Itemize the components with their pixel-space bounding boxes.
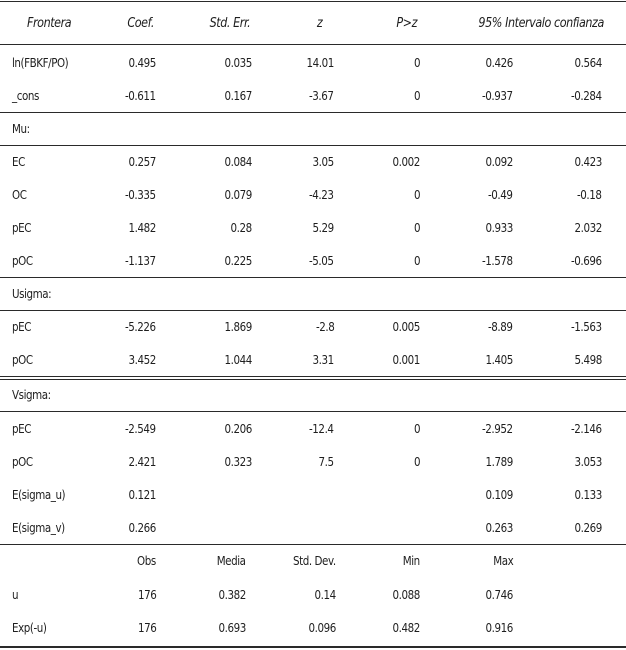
cell-value: 0.933 bbox=[485, 220, 513, 235]
cell-value: 0.002 bbox=[392, 154, 420, 169]
cell-value: Std. Dev. bbox=[293, 553, 336, 568]
table-row bbox=[0, 211, 626, 244]
cell-value: 0.096 bbox=[308, 620, 336, 635]
cell-value: 3.452 bbox=[128, 352, 156, 367]
row-label: Usigma: bbox=[12, 286, 52, 301]
cell-value: 0 bbox=[413, 187, 420, 202]
table-row bbox=[0, 310, 626, 343]
cell-value: 0.133 bbox=[574, 487, 602, 502]
cell-value: 0.426 bbox=[485, 55, 513, 70]
row-rule bbox=[0, 379, 626, 380]
table-row bbox=[0, 412, 626, 445]
table-row bbox=[0, 145, 626, 178]
cell-value: 0.382 bbox=[218, 587, 246, 602]
row-label: ln(FBKF/PO) bbox=[12, 55, 69, 70]
cell-value: 5.29 bbox=[312, 220, 334, 235]
cell-value: -0.18 bbox=[577, 187, 602, 202]
table-row bbox=[0, 244, 626, 277]
table-row bbox=[0, 343, 626, 376]
table-row bbox=[0, 178, 626, 211]
cell-value: 1.482 bbox=[128, 220, 156, 235]
section-row bbox=[0, 277, 626, 310]
table-row bbox=[0, 511, 626, 544]
cell-value: -1.578 bbox=[482, 253, 513, 268]
cell-value: 176 bbox=[137, 620, 156, 635]
cell-value: 0.206 bbox=[224, 421, 252, 436]
header-z: z bbox=[316, 15, 322, 31]
cell-value: 0.225 bbox=[224, 253, 252, 268]
row-label: _cons bbox=[12, 88, 39, 103]
row-rule bbox=[0, 145, 626, 146]
cell-value: 0.746 bbox=[485, 587, 513, 602]
row-label: pEC bbox=[12, 220, 31, 235]
cell-value: 0.495 bbox=[128, 55, 156, 70]
cell-value: 7.5 bbox=[318, 454, 334, 469]
cell-value: -1.563 bbox=[571, 319, 602, 334]
cell-value: 0 bbox=[413, 421, 420, 436]
table-row bbox=[0, 478, 626, 511]
header-frontera: Frontera bbox=[27, 15, 72, 31]
cell-value: -8.89 bbox=[488, 319, 513, 334]
cell-value: 0.266 bbox=[128, 520, 156, 535]
cell-value: 1.405 bbox=[485, 352, 513, 367]
cell-value: 0.482 bbox=[392, 620, 420, 635]
cell-value: 0.079 bbox=[224, 187, 252, 202]
row-label: pEC bbox=[12, 319, 31, 334]
cell-value: 0.121 bbox=[128, 487, 156, 502]
header-std-err: Std. Err. bbox=[209, 15, 250, 31]
cell-value: 1.789 bbox=[485, 454, 513, 469]
row-label: Vsigma: bbox=[12, 387, 51, 402]
cell-value: 0.269 bbox=[574, 520, 602, 535]
cell-value: -0.937 bbox=[482, 88, 513, 103]
cell-value: 3.053 bbox=[574, 454, 602, 469]
cell-value: 0.167 bbox=[224, 88, 252, 103]
cell-value: -2.952 bbox=[482, 421, 513, 436]
cell-value: 5.498 bbox=[574, 352, 602, 367]
row-label: pOC bbox=[12, 253, 33, 268]
summary-header-row bbox=[0, 544, 626, 577]
cell-value: 2.421 bbox=[128, 454, 156, 469]
cell-value: 14.01 bbox=[306, 55, 334, 70]
row-label: Mu: bbox=[12, 121, 30, 136]
cell-value: -0.49 bbox=[488, 187, 513, 202]
cell-value: -12.4 bbox=[309, 421, 334, 436]
cell-value: 0 bbox=[413, 454, 420, 469]
cell-value: 0.092 bbox=[485, 154, 513, 169]
cell-value: 0.257 bbox=[128, 154, 156, 169]
cell-value: 3.05 bbox=[312, 154, 334, 169]
row-rule bbox=[0, 646, 626, 648]
cell-value: 0.323 bbox=[224, 454, 252, 469]
header-ci: 95% Intervalo confianza bbox=[478, 15, 604, 31]
cell-value: -3.67 bbox=[309, 88, 334, 103]
header-p: P>z bbox=[396, 15, 417, 31]
row-rule bbox=[0, 112, 626, 113]
cell-value: 0.693 bbox=[218, 620, 246, 635]
header-rule bbox=[0, 44, 626, 45]
cell-value: -2.146 bbox=[571, 421, 602, 436]
section-row bbox=[0, 112, 626, 145]
row-rule bbox=[0, 376, 626, 377]
cell-value: 0.035 bbox=[224, 55, 252, 70]
cell-value: 176 bbox=[137, 587, 156, 602]
cell-value: 0 bbox=[413, 253, 420, 268]
cell-value: Min bbox=[402, 553, 420, 568]
row-label: Exp(-u) bbox=[12, 620, 47, 635]
table-row bbox=[0, 46, 626, 79]
cell-value: 0.28 bbox=[230, 220, 252, 235]
cell-value: -5.05 bbox=[309, 253, 334, 268]
cell-value: -0.335 bbox=[125, 187, 156, 202]
row-label: pEC bbox=[12, 421, 31, 436]
row-rule bbox=[0, 277, 626, 278]
cell-value: 0.564 bbox=[574, 55, 602, 70]
cell-value: 0.001 bbox=[392, 352, 420, 367]
cell-value: Media bbox=[217, 553, 246, 568]
table-row bbox=[0, 79, 626, 112]
cell-value: 0.109 bbox=[485, 487, 513, 502]
cell-value: -0.284 bbox=[571, 88, 602, 103]
row-label: OC bbox=[12, 187, 27, 202]
cell-value: -2.8 bbox=[315, 319, 334, 334]
cell-value: 2.032 bbox=[574, 220, 602, 235]
cell-value: 1.044 bbox=[224, 352, 252, 367]
cell-value: 0.263 bbox=[485, 520, 513, 535]
row-label: E(sigma_u) bbox=[12, 487, 66, 502]
cell-value: -5.226 bbox=[125, 319, 156, 334]
row-label: EC bbox=[12, 154, 25, 169]
cell-value: 0.084 bbox=[224, 154, 252, 169]
row-rule bbox=[0, 310, 626, 311]
row-rule bbox=[0, 544, 626, 545]
row-rule bbox=[0, 411, 626, 412]
table-row bbox=[0, 445, 626, 478]
cell-value: 0 bbox=[413, 88, 420, 103]
cell-value: 0.916 bbox=[485, 620, 513, 635]
table-row bbox=[0, 611, 626, 644]
cell-value: 1.869 bbox=[224, 319, 252, 334]
cell-value: -4.23 bbox=[309, 187, 334, 202]
cell-value: 0.423 bbox=[574, 154, 602, 169]
table-row bbox=[0, 578, 626, 611]
cell-value: Max bbox=[492, 553, 513, 568]
cell-value: Obs bbox=[137, 553, 156, 568]
row-label: pOC bbox=[12, 454, 33, 469]
cell-value: 0 bbox=[413, 55, 420, 70]
cell-value: -0.611 bbox=[125, 88, 156, 103]
cell-value: 0 bbox=[413, 220, 420, 235]
cell-value: 0.14 bbox=[314, 587, 336, 602]
cell-value: -1.137 bbox=[125, 253, 156, 268]
table-header bbox=[0, 2, 626, 44]
header-coef: Coef. bbox=[127, 15, 154, 31]
row-label: u bbox=[12, 587, 19, 602]
row-label: pOC bbox=[12, 352, 33, 367]
cell-value: 0.088 bbox=[392, 587, 420, 602]
section-row bbox=[0, 378, 626, 411]
cell-value: 0.005 bbox=[392, 319, 420, 334]
cell-value: 3.31 bbox=[312, 352, 334, 367]
row-label: E(sigma_v) bbox=[12, 520, 65, 535]
cell-value: -2.549 bbox=[125, 421, 156, 436]
cell-value: -0.696 bbox=[571, 253, 602, 268]
